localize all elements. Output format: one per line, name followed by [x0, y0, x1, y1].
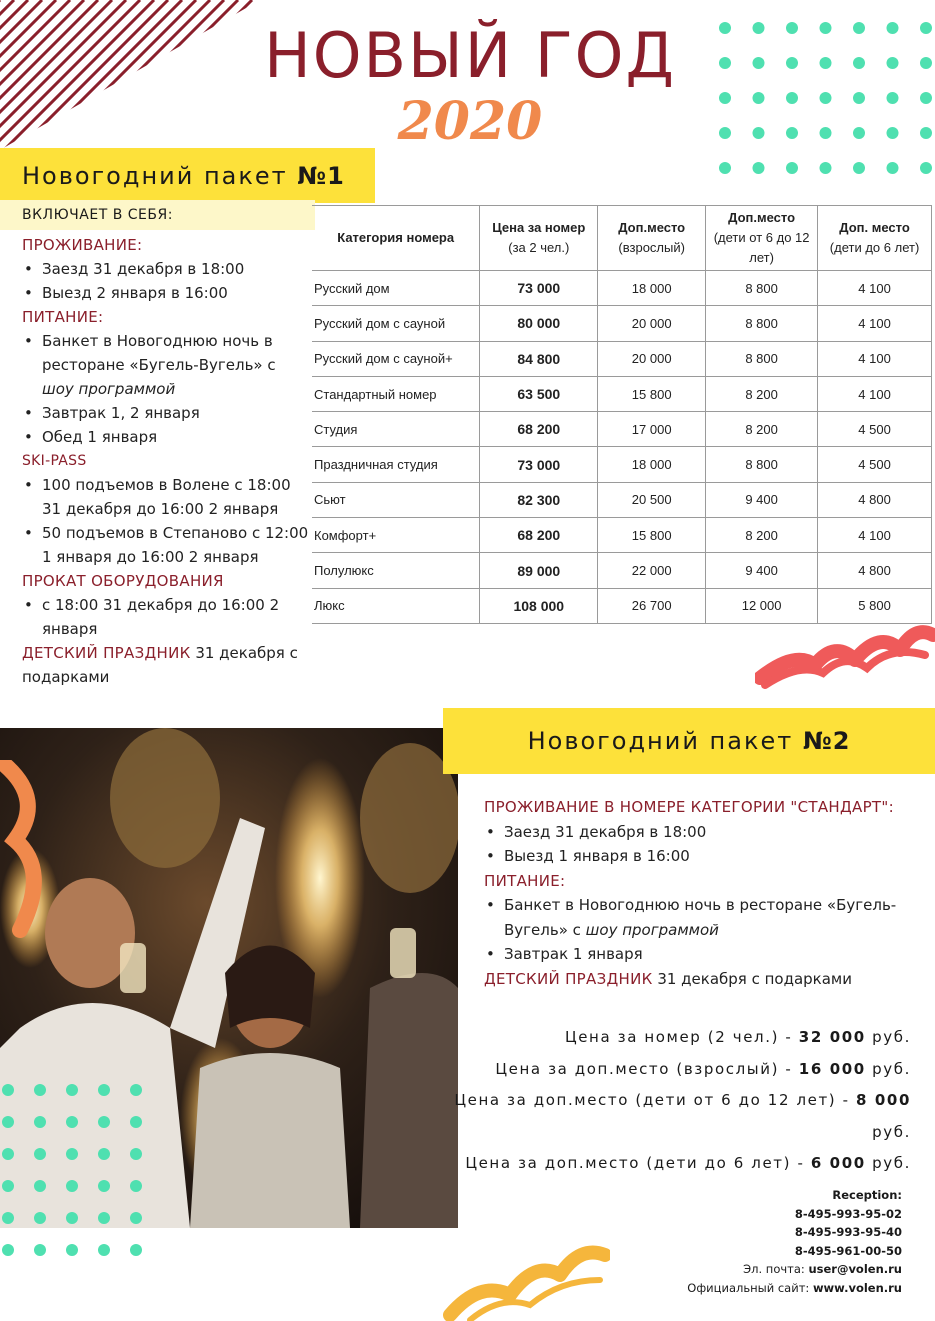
dot-decoration [853, 92, 865, 104]
dot-decoration [130, 1148, 142, 1160]
dot-decoration [786, 162, 798, 174]
dot-decoration [2, 1084, 14, 1096]
dot-decoration [753, 162, 765, 174]
room-category-cell: Стандартный номер [312, 376, 480, 411]
price-cell: 73 000 [480, 447, 598, 482]
price-cell: 20 000 [598, 341, 706, 376]
orange-brush-decoration [0, 760, 70, 940]
package2-banner [443, 708, 935, 774]
price-cell: 9 400 [706, 482, 818, 517]
package1-banner [0, 148, 375, 203]
dot-decoration [34, 1116, 46, 1128]
email-label: Эл. почта: [743, 1262, 809, 1277]
dot-decoration [887, 22, 899, 34]
price-cell: 20 500 [598, 482, 706, 517]
rental-title: ПРОКАТ ОБОРУДОВАНИЯ [22, 572, 224, 590]
dot-decoration [786, 57, 798, 69]
year-label: 2020 [397, 91, 543, 152]
package1-includes-label: ВКЛЮЧАЕТ В СЕБЯ: [0, 200, 315, 230]
price-cell: 8 200 [706, 518, 818, 553]
dot-decoration [920, 22, 932, 34]
room-category-cell: Люкс [312, 588, 480, 623]
room-category-cell: Сьют [312, 482, 480, 517]
dot-decoration [2, 1180, 14, 1192]
price-cell: 80 000 [480, 306, 598, 341]
dot-decoration [887, 127, 899, 139]
dot-decoration [753, 57, 765, 69]
table-header-row [312, 206, 932, 271]
price-table [312, 205, 932, 624]
list-item: • Выезд 1 января в 16:00 [484, 844, 924, 869]
table-header-cell: Доп. место (дети до 6 лет) [818, 206, 932, 271]
price-cell: 68 200 [480, 412, 598, 447]
site-label: Официальный сайт: [687, 1280, 813, 1295]
orange-brush-decoration [440, 1210, 610, 1321]
table-row [312, 412, 932, 447]
table-row [312, 306, 932, 341]
dot-decoration [130, 1180, 142, 1192]
table-row [312, 271, 932, 306]
dot-decoration [753, 127, 765, 139]
dot-decoration [753, 22, 765, 34]
price-cell: 68 200 [480, 518, 598, 553]
dot-decoration [2, 1116, 14, 1128]
dot-decoration [98, 1084, 110, 1096]
kids-party-line: ДЕТСКИЙ ПРАЗДНИК 31 декабря с подарками [22, 644, 298, 686]
dot-decoration [66, 1244, 78, 1256]
dot-decoration [920, 57, 932, 69]
package2-prices [441, 1022, 911, 1180]
dot-decoration [786, 92, 798, 104]
dot-decoration [98, 1212, 110, 1224]
dot-decoration [34, 1148, 46, 1160]
dot-decoration [66, 1148, 78, 1160]
list-item: • 100 подъемов в Волене с 18:00 31 декабря до 16:00 2 января [22, 473, 312, 521]
dot-decoration [820, 127, 832, 139]
table-header-cell: Доп.место (взрослый) [598, 206, 706, 271]
list-item: • Банкет в Новогоднюю ночь в ресторане «Бугель-Вугель» с шоу программой [484, 893, 924, 942]
dot-decoration [719, 57, 731, 69]
price-cell: 4 100 [818, 306, 932, 341]
price-cell: 22 000 [598, 553, 706, 588]
price-cell: 8 800 [706, 341, 818, 376]
red-brush-decoration [755, 610, 935, 690]
package1-banner-text: Новогодний пакет №1 [22, 161, 345, 190]
dot-decoration [920, 127, 932, 139]
dot-decoration [887, 92, 899, 104]
page-title: НОВЫЙ ГОД [264, 19, 676, 92]
dot-decoration [98, 1180, 110, 1192]
package2-details [484, 795, 924, 991]
price-cell: 84 800 [480, 341, 598, 376]
dot-decoration [34, 1244, 46, 1256]
price-cell: 15 800 [598, 376, 706, 411]
reception-label: Reception: [832, 1188, 902, 1202]
dot-decoration [820, 92, 832, 104]
dot-decoration [853, 22, 865, 34]
dot-decoration [34, 1212, 46, 1224]
dot-decoration [2, 1212, 14, 1224]
phone-number[interactable]: 8-495-993-95-40 [794, 1225, 902, 1240]
dot-decoration [853, 127, 865, 139]
dot-decoration [719, 92, 731, 104]
price-cell: 73 000 [480, 271, 598, 306]
price-cell: 9 400 [706, 553, 818, 588]
table-header-cell: Цена за номер (за 2 чел.) [480, 206, 598, 271]
list-item: • 50 подъемов в Степаново с 12:00 1 января до 16:00 2 января [22, 521, 312, 569]
price-cell: 17 000 [598, 412, 706, 447]
price-cell: 4 100 [818, 376, 932, 411]
price-cell: 63 500 [480, 376, 598, 411]
dot-decoration [753, 92, 765, 104]
dot-decoration [34, 1180, 46, 1192]
price-cell: 8 800 [706, 306, 818, 341]
phone-number[interactable]: 8-495-961-00-50 [794, 1243, 902, 1258]
price-cell: 12 000 [706, 588, 818, 623]
list-item: • Завтрак 1 января [484, 942, 924, 967]
dot-decoration [820, 162, 832, 174]
table-row [312, 447, 932, 482]
price-cell: 5 800 [818, 588, 932, 623]
food-title: ПИТАНИЕ: [484, 871, 566, 890]
price-cell: 4 100 [818, 518, 932, 553]
accommodation-title: ПРОЖИВАНИЕ: [22, 236, 143, 254]
table-row [312, 482, 932, 517]
price-cell: 4 500 [818, 447, 932, 482]
price-line: Цена за доп.место (взрослый) - 16 000 руб. [495, 1059, 911, 1078]
room-category-cell: Русский дом с сауной [312, 306, 480, 341]
list-item: • Завтрак 1, 2 января [22, 401, 312, 425]
room-category-cell: Русский дом с сауной+ [312, 341, 480, 376]
price-cell: 82 300 [480, 482, 598, 517]
dot-decoration [66, 1084, 78, 1096]
price-cell: 8 800 [706, 271, 818, 306]
dot-grid-decoration [718, 18, 933, 178]
dot-decoration [920, 92, 932, 104]
price-line: Цена за номер (2 чел.) - 32 000 руб. [564, 1028, 911, 1046]
dot-decoration [853, 57, 865, 69]
dot-decoration [887, 162, 899, 174]
list-item: • Заезд 31 декабря в 18:00 [484, 820, 924, 845]
list-item: • Обед 1 января [22, 425, 312, 449]
price-cell: 8 800 [706, 447, 818, 482]
dot-decoration [130, 1116, 142, 1128]
list-item: • Банкет в Новогоднюю ночь в ресторане «Бугель-Вугель» с шоу программой [22, 329, 312, 401]
dot-decoration [786, 22, 798, 34]
price-line: Цена за доп.место (дети от 6 до 12 лет) - 8 000 руб. [454, 1091, 911, 1141]
dot-decoration [66, 1116, 78, 1128]
dot-decoration [853, 162, 865, 174]
dot-decoration [130, 1212, 142, 1224]
price-cell: 20 000 [598, 306, 706, 341]
package1-details [22, 233, 312, 689]
room-category-cell: Комфорт+ [312, 518, 480, 553]
dot-decoration [98, 1148, 110, 1160]
room-category-cell: Полулюкс [312, 553, 480, 588]
dot-decoration [66, 1212, 78, 1224]
kids-party-line: ДЕТСКИЙ ПРАЗДНИК 31 декабря с подарками [484, 969, 853, 988]
package2-banner-text: Новогодний пакет №2 [527, 727, 851, 755]
phone-number[interactable]: 8-495-993-95-02 [794, 1206, 902, 1221]
contacts-block [602, 1186, 902, 1298]
price-cell: 4 100 [818, 341, 932, 376]
dot-decoration [786, 127, 798, 139]
dot-decoration [887, 57, 899, 69]
table-row [312, 518, 932, 553]
price-cell: 4 800 [818, 482, 932, 517]
dot-decoration [820, 22, 832, 34]
price-cell: 15 800 [598, 518, 706, 553]
price-cell: 4 100 [818, 271, 932, 306]
dot-decoration [920, 162, 932, 174]
price-cell: 8 200 [706, 412, 818, 447]
list-item: • Заезд 31 декабря в 18:00 [22, 257, 312, 281]
price-cell: 4 800 [818, 553, 932, 588]
dot-decoration [719, 22, 731, 34]
price-cell: 108 000 [480, 588, 598, 623]
dot-decoration [66, 1180, 78, 1192]
dot-decoration [130, 1084, 142, 1096]
room-category-cell: Русский дом [312, 271, 480, 306]
price-cell: 89 000 [480, 553, 598, 588]
dot-decoration [98, 1244, 110, 1256]
price-cell: 18 000 [598, 271, 706, 306]
price-cell: 18 000 [598, 447, 706, 482]
price-cell: 4 500 [818, 412, 932, 447]
dot-decoration [98, 1116, 110, 1128]
table-row [312, 376, 932, 411]
room-category-cell: Студия [312, 412, 480, 447]
skipass-title: SKI-PASS [22, 453, 87, 469]
dot-decoration [2, 1244, 14, 1256]
list-item: • с 18:00 31 декабря до 16:00 2 января [22, 593, 312, 641]
diagonal-stripes-decoration [0, 0, 260, 150]
email-link[interactable]: user@volen.ru [808, 1262, 902, 1277]
room-category-cell: Праздничная студия [312, 447, 480, 482]
price-cell: 26 700 [598, 588, 706, 623]
dot-decoration [820, 57, 832, 69]
site-link[interactable]: www.volen.ru [812, 1280, 902, 1295]
dot-decoration [130, 1244, 142, 1256]
table-header-cell: Доп.место (дети от 6 до 12 лет) [706, 206, 818, 271]
price-cell: 8 200 [706, 376, 818, 411]
table-header-cell: Категория номера [312, 206, 480, 271]
accommodation-title: ПРОЖИВАНИЕ В НОМЕРЕ КАТЕГОРИИ "СТАНДАРТ": [484, 798, 894, 816]
list-item: • Выезд 2 января в 16:00 [22, 281, 312, 305]
dot-decoration [34, 1084, 46, 1096]
table-row [312, 341, 932, 376]
dot-decoration [2, 1148, 14, 1160]
price-line: Цена за доп.место (дети до 6 лет) - 6 000 руб. [465, 1154, 911, 1172]
dot-decoration [719, 127, 731, 139]
table-row [312, 553, 932, 588]
dot-decoration [719, 162, 731, 174]
food-title: ПИТАНИЕ: [22, 308, 104, 326]
dot-grid-decoration [0, 1080, 160, 1280]
